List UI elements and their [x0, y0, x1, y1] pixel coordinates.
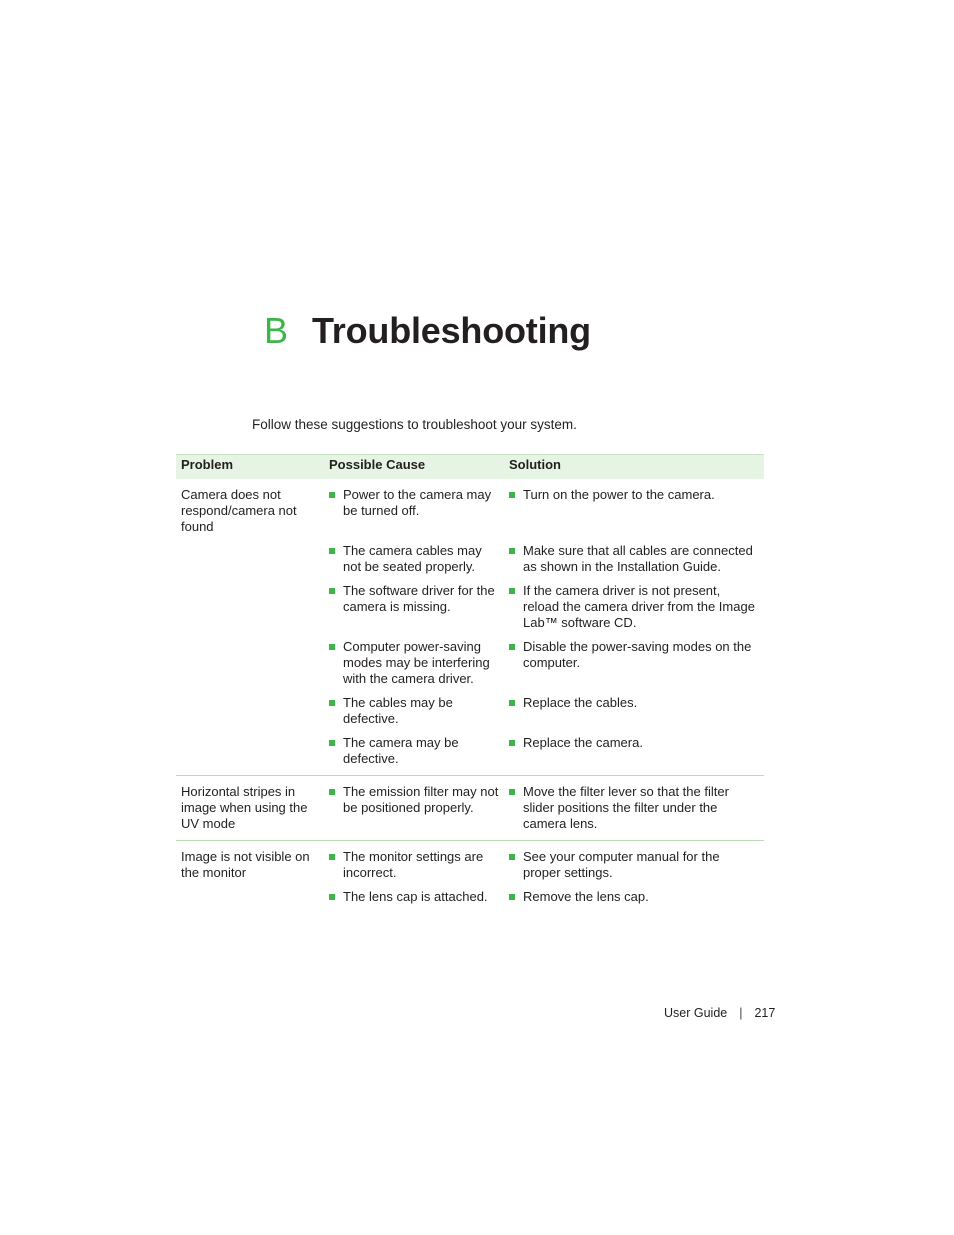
solution-text: Make sure that all cables are connected as shown in the Installation Guide.: [523, 543, 753, 574]
solution-text: Replace the camera.: [523, 735, 643, 750]
solution-cell: [504, 776, 764, 841]
solution-bullet-item: [509, 639, 759, 671]
problem-cell: Horizontal stripes in image when using the UV mode: [181, 784, 308, 831]
cause-text: The software driver for the camera is missing.: [343, 583, 495, 614]
square-bullet-icon: [329, 644, 335, 650]
square-bullet-icon: [509, 854, 515, 860]
solution-bullet-item: [509, 849, 759, 881]
cause-cell: [324, 881, 504, 913]
cause-cell: [324, 776, 504, 841]
solution-cell: [504, 727, 764, 776]
table-row: [176, 881, 764, 913]
intro-text: Follow these suggestions to troubleshoot your system.: [252, 417, 577, 432]
table-row: [176, 535, 764, 575]
solution-text: Turn on the power to the camera.: [523, 487, 715, 502]
cause-bullet-item: [329, 543, 499, 575]
table-row: [176, 841, 764, 881]
square-bullet-icon: [329, 789, 335, 795]
solution-text: Remove the lens cap.: [523, 889, 649, 904]
solution-bullet-item: [509, 543, 759, 575]
solution-bullet-item: [509, 583, 759, 631]
problem-cell: Camera does not respond/camera not found: [181, 487, 297, 534]
square-bullet-icon: [509, 492, 515, 498]
troubleshooting-table: [176, 454, 764, 913]
cause-text: The camera cables may not be seated properly.: [343, 543, 482, 574]
footer-separator: |: [739, 1006, 743, 1020]
cause-bullet-item: [329, 583, 499, 615]
square-bullet-icon: [509, 548, 515, 554]
square-bullet-icon: [329, 700, 335, 706]
square-bullet-icon: [509, 700, 515, 706]
solution-cell: [504, 841, 764, 881]
square-bullet-icon: [329, 492, 335, 498]
problem-cell: [176, 881, 324, 913]
solution-text: If the camera driver is not present, reload the camera driver from the Image Lab™ software CD.: [523, 583, 755, 630]
solution-text: Replace the cables.: [523, 695, 638, 710]
problem-cell: [176, 575, 324, 631]
solution-cell: [504, 535, 764, 575]
solution-bullet-item: [509, 695, 759, 711]
cause-cell: [324, 479, 504, 535]
header-problem: Problem: [176, 455, 324, 480]
square-bullet-icon: [509, 588, 515, 594]
cause-text: The camera may be defective.: [343, 735, 459, 766]
solution-bullet-item: [509, 735, 759, 751]
table-row: [176, 631, 764, 687]
chapter-heading: [264, 310, 591, 352]
cause-bullet-item: [329, 849, 499, 881]
cause-cell: [324, 727, 504, 776]
page-footer: [664, 1006, 775, 1020]
cause-bullet-item: [329, 735, 499, 767]
square-bullet-icon: [509, 789, 515, 795]
problem-cell: [176, 727, 324, 776]
cause-cell: [324, 575, 504, 631]
cause-text: The lens cap is attached.: [343, 889, 488, 904]
square-bullet-icon: [509, 894, 515, 900]
solution-cell: [504, 881, 764, 913]
cause-text: Computer power-saving modes may be interfering with the camera driver.: [343, 639, 490, 686]
page-title: Troubleshooting: [312, 310, 591, 351]
footer-label: User Guide: [664, 1006, 728, 1020]
problem-cell: [176, 687, 324, 727]
solution-bullet-item: [509, 889, 759, 905]
solution-cell: [504, 687, 764, 727]
cause-bullet-item: [329, 639, 499, 687]
cause-cell: [324, 631, 504, 687]
problem-cell: [176, 631, 324, 687]
table-row: [176, 776, 764, 841]
solution-text: See your computer manual for the proper settings.: [523, 849, 720, 880]
cause-cell: [324, 535, 504, 575]
square-bullet-icon: [509, 740, 515, 746]
table-row: [176, 479, 764, 535]
problem-cell: [176, 535, 324, 575]
header-possible-cause: Possible Cause: [324, 455, 504, 480]
solution-cell: [504, 575, 764, 631]
table-row: [176, 575, 764, 631]
solution-cell: [504, 479, 764, 535]
cause-text: The emission filter may not be positioned properly.: [343, 784, 499, 815]
square-bullet-icon: [329, 854, 335, 860]
solution-text: Disable the power-saving modes on the computer.: [523, 639, 752, 670]
square-bullet-icon: [329, 588, 335, 594]
solution-bullet-item: [509, 784, 759, 832]
cause-bullet-item: [329, 784, 499, 816]
cause-bullet-item: [329, 487, 499, 519]
header-solution: Solution: [504, 455, 764, 480]
cause-bullet-item: [329, 695, 499, 727]
square-bullet-icon: [329, 894, 335, 900]
table-header-row: [176, 455, 764, 480]
cause-cell: [324, 687, 504, 727]
cause-cell: [324, 841, 504, 881]
cause-bullet-item: [329, 889, 499, 905]
solution-cell: [504, 631, 764, 687]
square-bullet-icon: [329, 548, 335, 554]
solution-bullet-item: [509, 487, 759, 503]
cause-text: The cables may be defective.: [343, 695, 453, 726]
table-row: [176, 687, 764, 727]
page-number: 217: [754, 1006, 776, 1020]
cause-text: Power to the camera may be turned off.: [343, 487, 492, 518]
square-bullet-icon: [509, 644, 515, 650]
problem-cell: Image is not visible on the monitor: [181, 849, 310, 880]
square-bullet-icon: [329, 740, 335, 746]
cause-text: The monitor settings are incorrect.: [343, 849, 484, 880]
chapter-letter: B: [264, 310, 289, 351]
solution-text: Move the filter lever so that the filter slider positions the filter under the camera lens.: [523, 784, 729, 831]
table-row: [176, 727, 764, 776]
